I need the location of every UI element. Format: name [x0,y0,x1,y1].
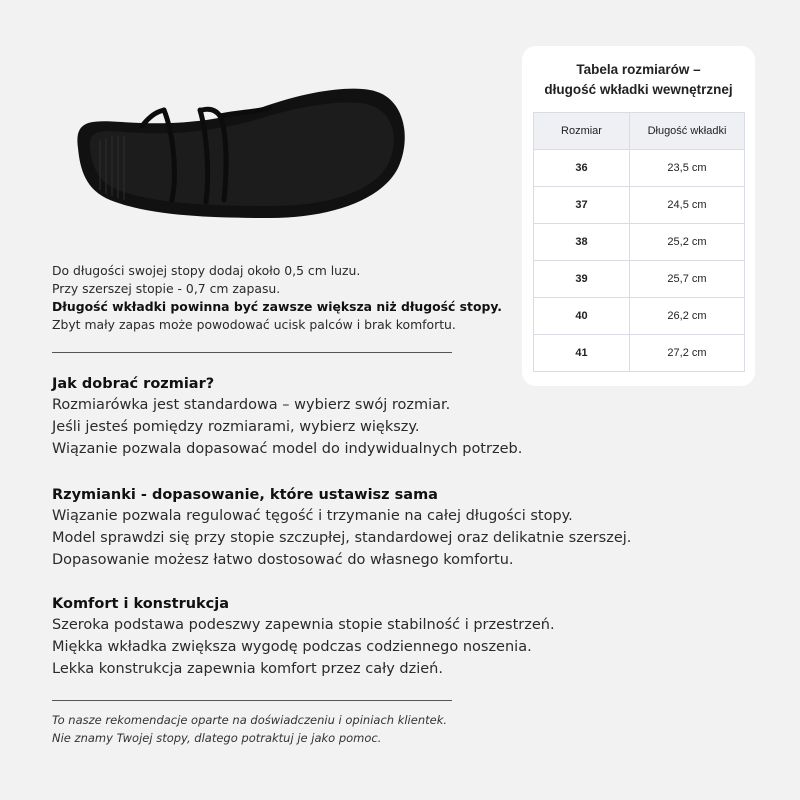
disclaimer-line: To nasze rekomendacje oparte na doświadczeniu i opiniach klientek. [52,713,448,727]
section-heading: Rzymianki - dopasowanie, które ustawisz sama [52,487,438,503]
table-row [534,335,745,372]
size-cell: 39 [534,261,630,298]
length-cell: 24,5 cm [630,187,745,224]
section-size-guide [52,374,522,460]
size-cell: 41 [534,335,630,372]
size-cell: 37 [534,187,630,224]
divider [52,700,452,701]
sandal-sole-image [60,50,420,250]
table-row [534,298,745,335]
note-line: Do długości swojej stopy dodaj około 0,5 cm luzu. [52,263,361,278]
section-line: Lekka konstrukcja zapewnia komfort przez cały dzień. [52,661,443,677]
size-table [533,112,745,372]
header-size: Rozmiar [534,113,630,150]
section-line: Rozmiarówka jest standardowa – wybierz swój rozmiar. [52,397,451,413]
table-row [534,224,745,261]
size-chart-card [522,46,755,386]
section-line: Dopasowanie możesz łatwo dostosować do własnego komfortu. [52,552,514,568]
size-cell: 40 [534,298,630,335]
length-cell: 27,2 cm [630,335,745,372]
table-row [534,187,745,224]
note-line: Zbyt mały zapas może powodować ucisk palców i brak komfortu. [52,317,456,332]
disclaimer [52,711,447,747]
section-comfort [52,594,555,680]
table-row [534,150,745,187]
size-chart-title: Tabela rozmiarów – długość wkładki wewnętrznej [544,62,733,97]
section-heading: Komfort i konstrukcja [52,596,230,612]
section-fit [52,485,631,571]
section-line: Jeśli jesteś pomiędzy rozmiarami, wybierz większy. [52,419,420,435]
size-cell: 38 [534,224,630,261]
divider [52,352,452,353]
disclaimer-line: Nie znamy Twojej stopy, dlatego potraktuj je jako pomoc. [52,731,382,745]
length-cell: 25,7 cm [630,261,745,298]
table-header-row [534,113,745,150]
length-cell: 26,2 cm [630,298,745,335]
length-cell: 25,2 cm [630,224,745,261]
measurement-notes [52,262,502,334]
note-line-emphasis: Długość wkładki powinna być zawsze większa niż długość stopy. [52,299,502,314]
table-row [534,261,745,298]
section-line: Wiązanie pozwala regulować tęgość i trzymanie na całej długości stopy. [52,508,573,524]
header-insole-length: Długość wkładki [630,113,745,150]
section-line: Model sprawdzi się przy stopie szczupłej, standardowej oraz delikatnie szerszej. [52,530,632,546]
section-line: Wiązanie pozwala dopasować model do indywidualnych potrzeb. [52,441,523,457]
section-line: Szeroka podstawa podeszwy zapewnia stopie stabilność i przestrzeń. [52,617,555,633]
size-cell: 36 [534,150,630,187]
section-heading: Jak dobrać rozmiar? [52,376,215,392]
length-cell: 23,5 cm [630,150,745,187]
note-line: Przy szerszej stopie - 0,7 cm zapasu. [52,281,281,296]
section-line: Miękka wkładka zwiększa wygodę podczas codziennego noszenia. [52,639,532,655]
